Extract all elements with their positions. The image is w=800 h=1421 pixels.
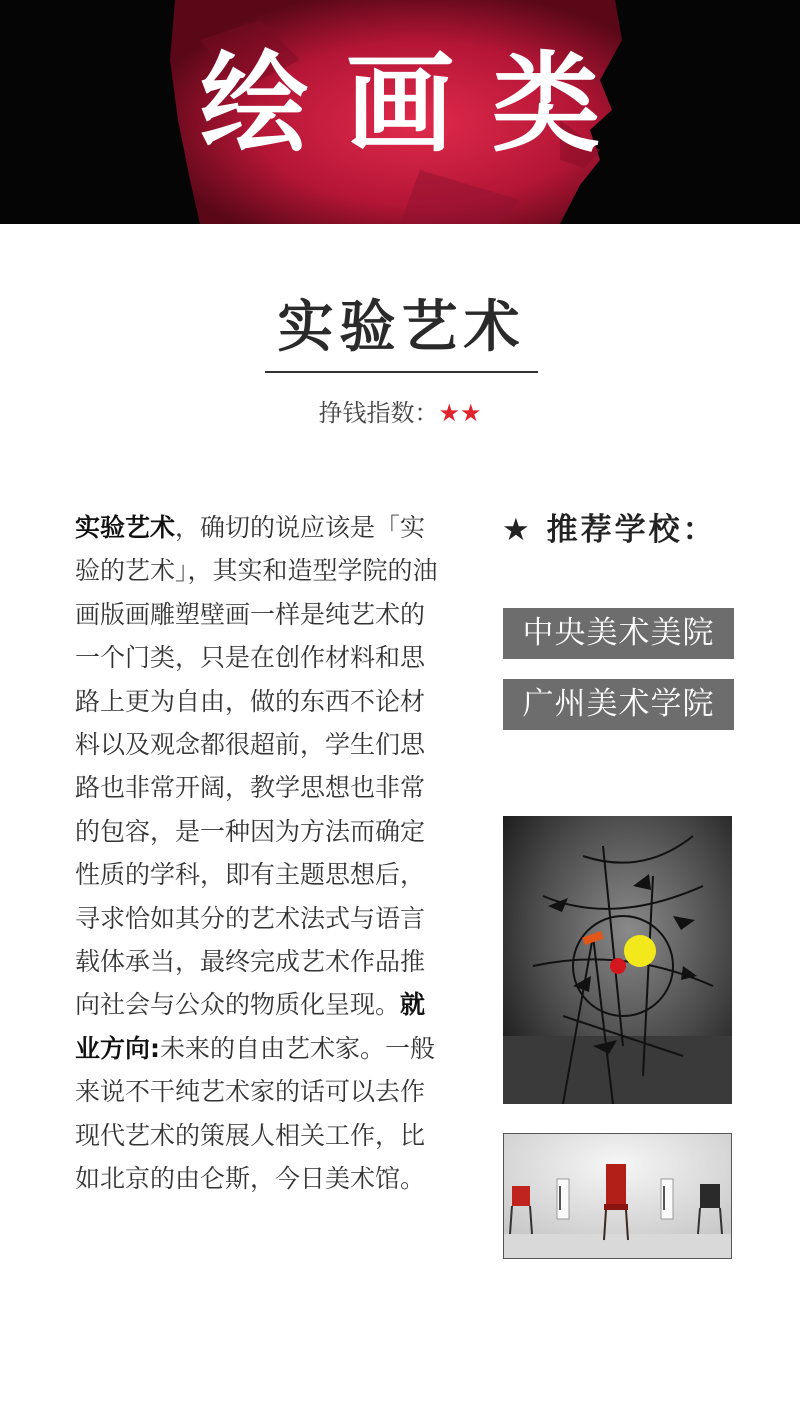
career-text: 未来的自由艺术家。一般来说不干纯艺术家的话可以去作现代艺术的策展人相关工作，比如北京的由仑斯，今日美术馆。: [75, 1033, 436, 1194]
intro-paragraph: [75, 506, 440, 1201]
section-title: 实验艺术: [277, 295, 526, 360]
description: [75, 506, 440, 1201]
career-label: 就业方向:: [75, 990, 426, 1063]
banner-title: 绘画类: [199, 42, 638, 167]
term-bold: 实验艺术: [75, 513, 176, 542]
money-index-label: 挣钱指数：: [318, 399, 439, 427]
header-banner: [0, 0, 800, 224]
rating-stars: ★★: [438, 399, 482, 427]
school-badge: 广州美术学院: [503, 679, 734, 730]
money-index: [300, 395, 500, 431]
artwork-photo-installation: [503, 816, 732, 1104]
school-badge: 中央美术美院: [503, 608, 734, 659]
recommend-heading: ★ 推荐学校：: [502, 512, 717, 548]
artwork-photo-chairs: [503, 1133, 732, 1259]
intro-text: ，确切的说应该是「实验的艺术」，其实和造型学院的油画版画雕塑壁画一样是纯艺术的一个门类，只是在创作材料和思路上更为自由，做的东西不论材料以及观念都很超前，学生们思路也非常开阔，教学思想也非常的包容，是一种因为方法而确定性质的学科，即有主题思想后，寻求恰如其分的艺术法式与语言载体承当，最终完成艺术作品推向社会与公众的物质化呈现。: [75, 513, 438, 1020]
title-divider: [265, 371, 538, 373]
